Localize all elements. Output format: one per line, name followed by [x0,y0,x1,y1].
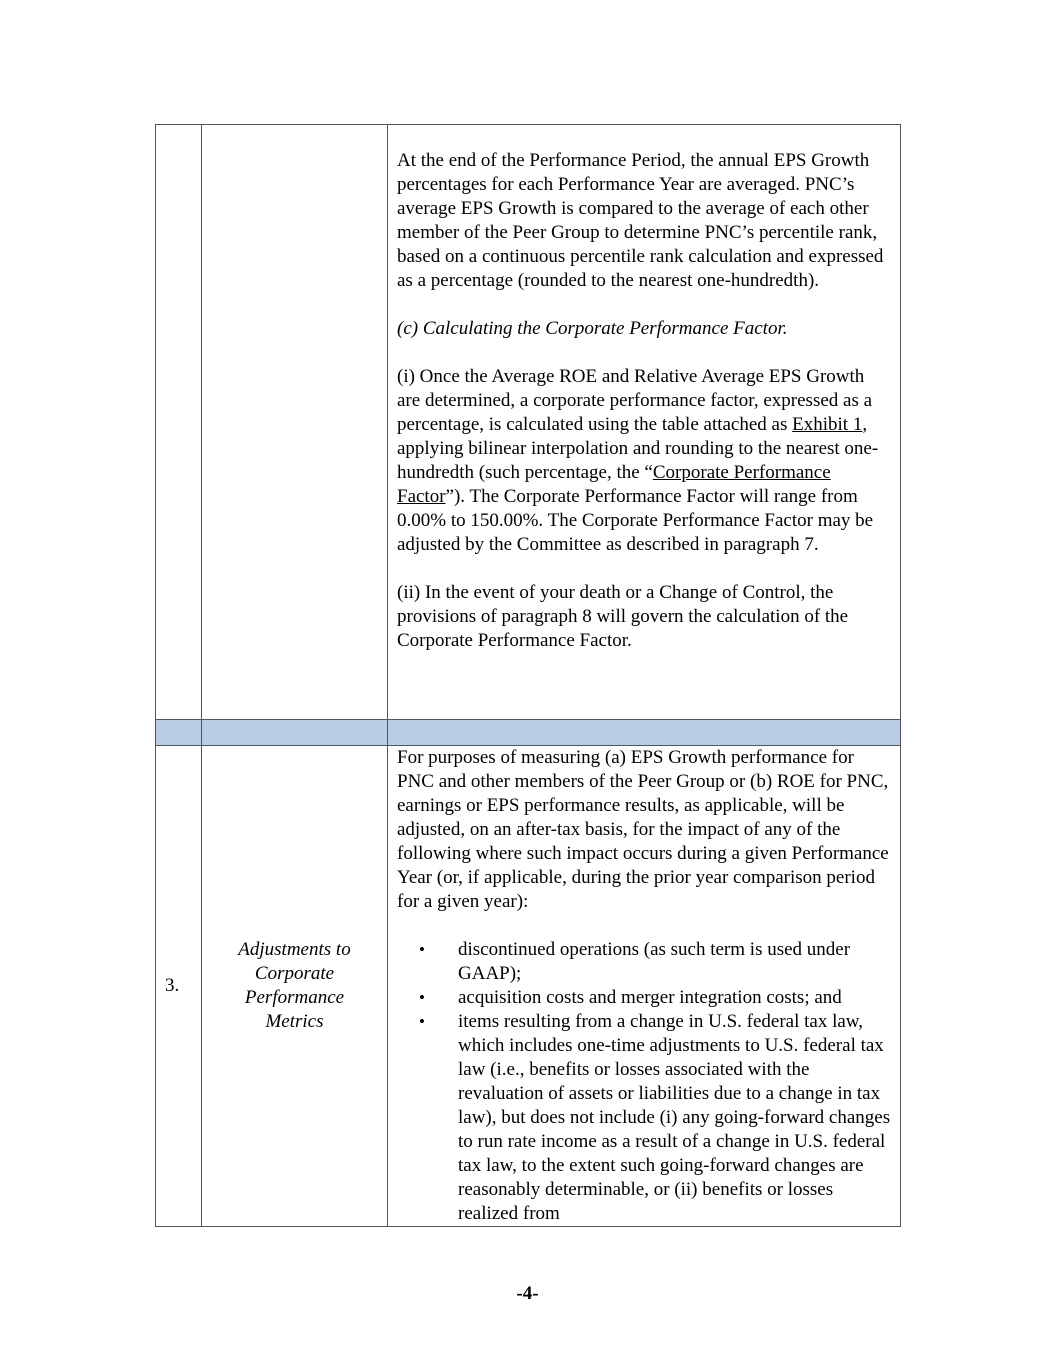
eps-growth-paragraph: At the end of the Performance Period, the annual EPS Growth percentages for each Performance Year are averaged. PNC’s average EPS Growth is compared to the average of each other member of the Peer Group to determine PNC’s percentile rank, based on a continuous percentile rank calculation and expressed as a percentage (rounded to the nearest one-hundredth). [397,150,884,291]
table-row-section-3 [156,746,901,1227]
adjustments-list [397,938,891,1226]
section-3-content [388,746,901,1227]
defined-term-corporate-performance-factor: Corporate Performance Factor [397,462,831,507]
section-heading-line-4: Metrics [265,1011,324,1032]
paragraph-i-text-2: , applying bilinear interpolation and rounding to the nearest one-hundredth (such percentage, the “ [397,414,879,483]
bullet-icon: • [419,1012,425,1031]
heading-cell-empty [202,125,388,720]
number-cell-empty [156,125,202,720]
band-cell-1 [156,720,202,746]
list-item-text: discontinued operations (as such term is used under GAAP); [458,939,851,984]
paragraph-ii: (ii) In the event of your death or a Change of Control, the provisions of paragraph 8 will govern the calculation of the Corporate Performance Factor. [397,582,849,651]
list-item [419,986,891,1010]
section-heading [202,746,388,1227]
section-heading-line-2: Corporate [254,963,335,984]
exhibit-1-link: Exhibit 1 [792,414,863,435]
list-item [419,938,891,986]
list-item-text: items resulting from a change in U.S. federal tax law, which includes one-time adjustments to U.S. federal tax law (i.e., benefits or losses associated with the revaluation of assets or liabilities due to a change in tax law), but does not include (i) any going-forward changes to run rate income as a result of a change in U.S. federal tax law, to the extent such going-forward changes are reasonably determinable, or (ii) benefits or losses realized from [458,1011,891,1224]
separator-band-row [156,720,901,746]
content-cell [388,125,901,720]
list-item-text: acquisition costs and merger integration costs; and [458,987,842,1008]
terms-table [155,124,901,1227]
paragraph-i-text-1: (i) Once the Average ROE and Relative Average EPS Growth are determined, a corporate performance factor, expressed as a percentage, is calculated using the table attached as [397,366,873,435]
table-row-continued [156,125,901,720]
subheading-c: (c) Calculating the Corporate Performance Factor. [397,318,788,339]
list-item [419,1010,891,1226]
page-number: -4- [516,1283,539,1304]
bullet-icon: • [419,988,425,1007]
paragraph-i-text-3: ”). The Corporate Performance Factor will range from 0.00% to 150.00%. The Corporate Performance Factor may be adjusted by the Committee as described in paragraph 7. [397,486,874,555]
section-number: 3. [156,746,202,1227]
band-cell-3 [388,720,901,746]
bullet-icon: • [419,940,425,959]
section-heading-line-3: Performance [244,987,345,1008]
section-heading-line-1: Adjustments to [238,939,351,960]
adjustments-intro: For purposes of measuring (a) EPS Growth performance for PNC and other members of the Peer Group or (b) ROE for PNC, earnings or EPS performance results, as applicable, will be adjusted, on an after-tax basis, for the impact of any of the following where such impact occurs during a given Performance Year (or, if applicable, during the prior year comparison period for a given year): [397,747,889,912]
paragraph-i [397,365,891,557]
band-cell-2 [202,720,388,746]
